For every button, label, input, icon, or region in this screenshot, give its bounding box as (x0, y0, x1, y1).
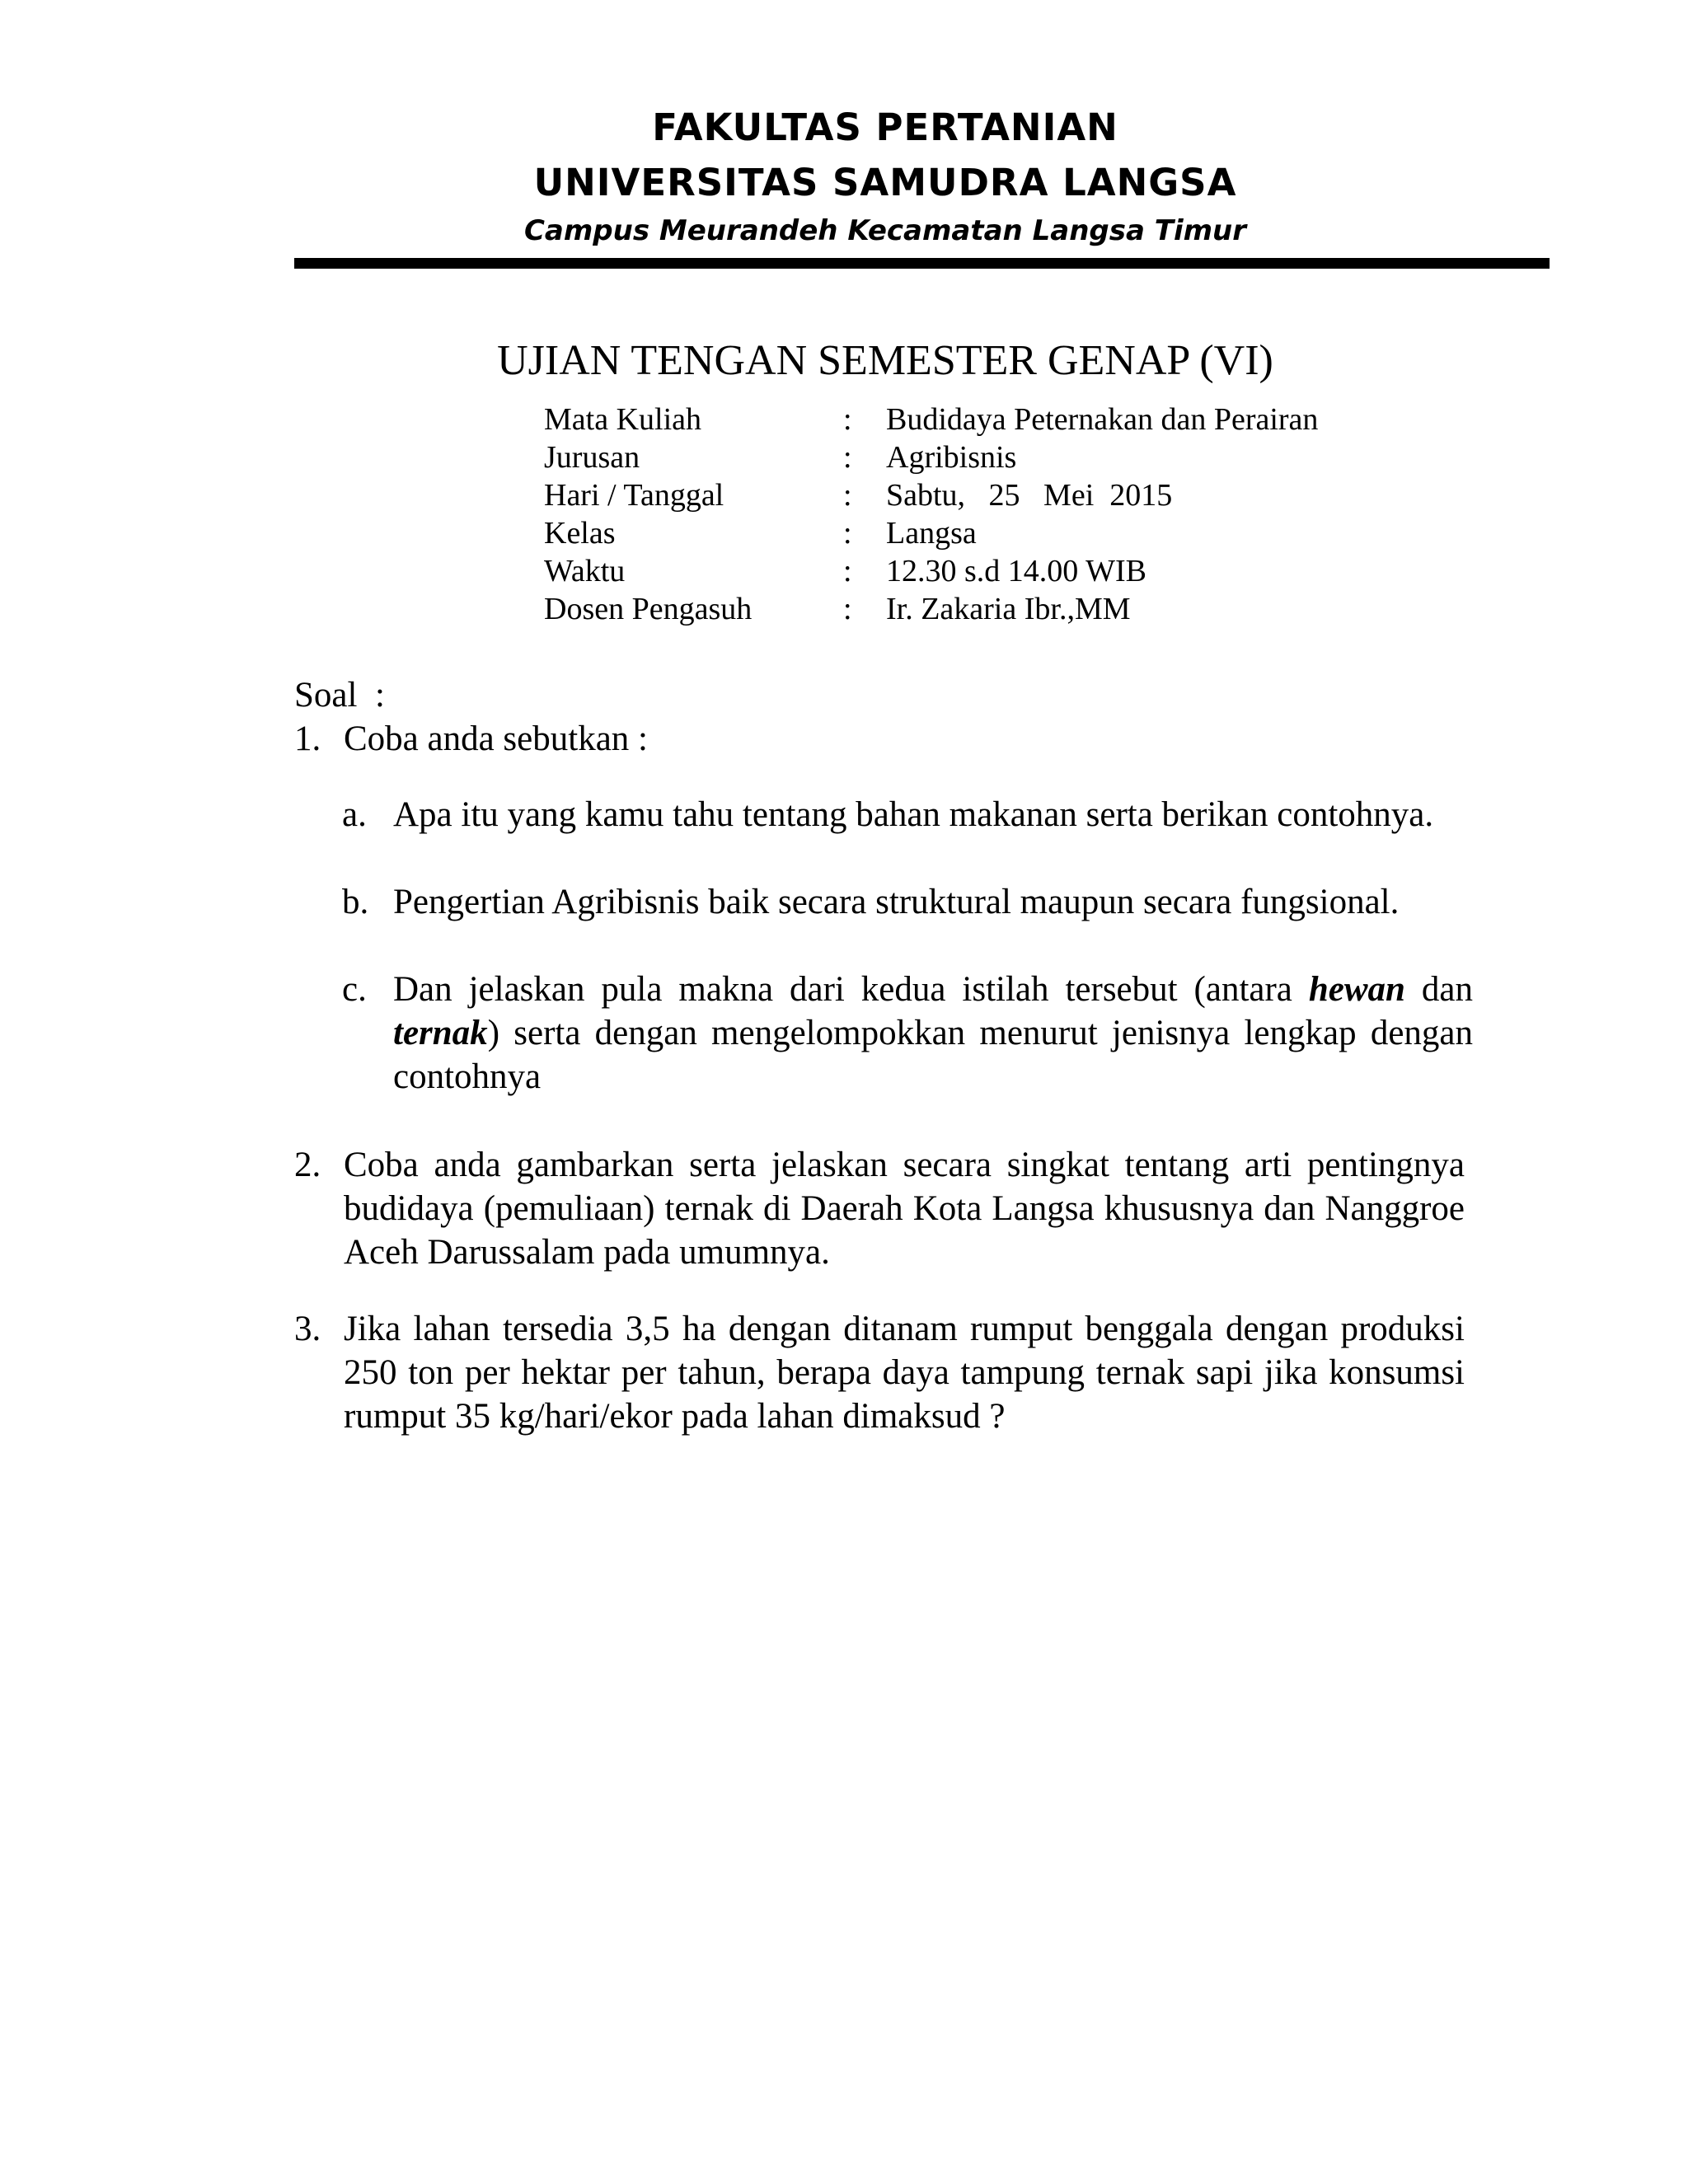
question-text: Coba anda sebutkan : (344, 719, 648, 758)
question-1 (294, 717, 1465, 761)
info-colon: : (843, 478, 852, 513)
question-2 (294, 1143, 1465, 1274)
faculty-name: FAKULTAS PERTANIAN (652, 105, 1118, 149)
info-label: Hari / Tanggal (544, 478, 724, 513)
sub-question-letter: a. (342, 795, 367, 834)
sub-question-text-part1: Dan jelaskan pula makna dari kedua istilah tersebut (antara (393, 970, 1309, 1009)
university-name: UNIVERSITAS SAMUDRA LANGSA (533, 161, 1237, 204)
term-ternak: ternak (393, 1014, 488, 1052)
sub-question-letter: b. (342, 883, 369, 921)
info-value: 12.30 s.d 14.00 WIB (886, 554, 1146, 588)
question-number: 3. (294, 1310, 321, 1348)
sub-question-text: Apa itu yang kamu tahu tentang bahan makanan serta berikan contohnya. (393, 795, 1434, 834)
question-1c (342, 968, 1482, 1099)
info-value: Ir. Zakaria Ibr.,MM (886, 592, 1131, 626)
sub-question-text: Pengertian Agribisnis baik secara struktural maupun secara fungsional. (393, 883, 1400, 921)
info-label: Mata Kuliah (544, 402, 702, 437)
info-value: Langsa (886, 516, 977, 551)
info-value: Budidaya Peternakan dan Perairan (886, 402, 1319, 437)
question-3 (294, 1307, 1465, 1438)
info-colon: : (843, 402, 852, 437)
header-rule (294, 258, 1550, 269)
info-colon: : (843, 516, 852, 551)
info-label: Dosen Pengasuh (544, 592, 753, 626)
info-colon: : (843, 554, 852, 588)
sub-question-text-part3: ) serta dengan mengelompokkan menurut jenisnya lengkap dengan contohnya (393, 1014, 1473, 1096)
info-colon: : (843, 592, 852, 626)
info-colon: : (843, 440, 852, 475)
question-1a (342, 793, 1473, 837)
question-text: Coba anda gambarkan serta jelaskan secara singkat tentang arti pentingnya budidaya (pemuliaan) ternak di Daerah Kota Langsa khususnya dan Nanggroe Aceh Darussalam pada umumnya. (344, 1146, 1465, 1272)
questions-heading: Soal : (294, 676, 385, 715)
sub-question-text-part2: dan (1404, 970, 1482, 1009)
exam-title: UJIAN TENGAN SEMESTER GENAP (VI) (497, 337, 1273, 384)
question-number: 1. (294, 719, 321, 758)
question-number: 2. (294, 1146, 321, 1184)
info-value: Sabtu, 25 Mei 2015 (886, 478, 1173, 513)
info-value: Agribisnis (886, 440, 1017, 475)
question-text: Jika lahan tersedia 3,5 ha dengan ditanam rumput benggala dengan produksi 250 ton per hektar per tahun, berapa daya tampung ternak sapi jika konsumsi rumput 35 kg/hari/ekor pada lahan dimaksud ? (344, 1310, 1465, 1436)
sub-question-letter: c. (342, 970, 367, 1009)
campus-address: Campus Meurandeh Kecamatan Langsa Timur (523, 214, 1247, 247)
info-label: Jurusan (544, 440, 640, 475)
info-label: Waktu (544, 554, 626, 588)
term-hewan: hewan (1308, 970, 1405, 1009)
question-1b (342, 880, 1473, 924)
info-label: Kelas (544, 516, 616, 551)
